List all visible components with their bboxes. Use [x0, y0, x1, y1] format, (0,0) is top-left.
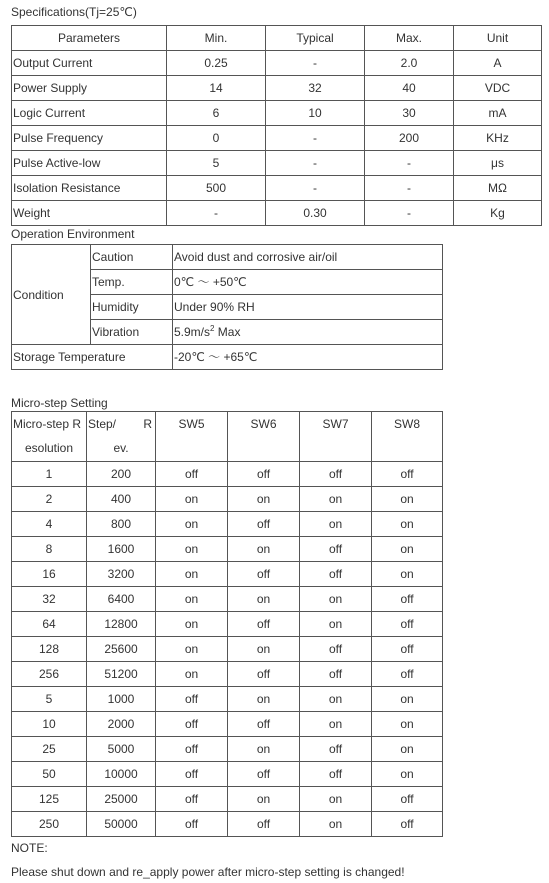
- resolution-header-line1: Micro-step R: [13, 417, 82, 431]
- sw7-value: on: [300, 487, 372, 512]
- micro-step-row: [12, 737, 443, 762]
- resolution-value: 128: [12, 637, 87, 662]
- min-value: 14: [167, 76, 266, 101]
- sw5-value: on: [156, 487, 228, 512]
- steps-header: [87, 412, 156, 462]
- param-name: Pulse Active-low: [12, 151, 167, 176]
- min-value: 5: [167, 151, 266, 176]
- sw6-value: on: [228, 787, 300, 812]
- steps-per-rev-value: 2000: [87, 712, 156, 737]
- micro-step-row: [12, 637, 443, 662]
- resolution-value: 50: [12, 762, 87, 787]
- steps-per-rev-value: 25000: [87, 787, 156, 812]
- steps-header-line2: ev.: [113, 441, 129, 455]
- micro-header-row: [12, 412, 443, 462]
- steps-per-rev-value: 1000: [87, 687, 156, 712]
- operation-environment-table: [11, 244, 443, 370]
- max-value: -: [365, 151, 454, 176]
- sw8-value: on: [372, 737, 443, 762]
- unit-header: Unit: [454, 26, 542, 51]
- env-row: [12, 245, 443, 270]
- sw5-header: SW5: [156, 412, 228, 462]
- sw7-value: off: [300, 537, 372, 562]
- sw5-value: on: [156, 537, 228, 562]
- sw6-value: off: [228, 662, 300, 687]
- steps-per-rev-value: 6400: [87, 587, 156, 612]
- sw5-value: on: [156, 662, 228, 687]
- sw5-value: off: [156, 812, 228, 837]
- micro-step-row: [12, 687, 443, 712]
- sw8-value: off: [372, 787, 443, 812]
- operation-environment-title: Operation Environment: [11, 227, 135, 241]
- sw7-value: off: [300, 637, 372, 662]
- sw8-value: on: [372, 687, 443, 712]
- param-name: Logic Current: [12, 101, 167, 126]
- sw5-value: on: [156, 512, 228, 537]
- resolution-value: 256: [12, 662, 87, 687]
- sw7-value: on: [300, 712, 372, 737]
- typical-header: Typical: [266, 26, 365, 51]
- min-value: 6: [167, 101, 266, 126]
- spec-row: [12, 76, 542, 101]
- resolution-value: 2: [12, 487, 87, 512]
- micro-step-row: [12, 812, 443, 837]
- unit-value: mA: [454, 101, 542, 126]
- micro-step-row: [12, 787, 443, 812]
- typical-value: 0.30: [266, 201, 365, 226]
- param-name: Isolation Resistance: [12, 176, 167, 201]
- spec-row: [12, 176, 542, 201]
- steps-per-rev-value: 12800: [87, 612, 156, 637]
- unit-value: VDC: [454, 76, 542, 101]
- sw8-value: off: [372, 812, 443, 837]
- steps-per-rev-value: 50000: [87, 812, 156, 837]
- sw8-value: off: [372, 462, 443, 487]
- sw8-value: on: [372, 712, 443, 737]
- steps-per-rev-value: 400: [87, 487, 156, 512]
- env-value: [173, 320, 443, 345]
- env-value: Avoid dust and corrosive air/oil: [173, 245, 443, 270]
- typical-value: -: [266, 51, 365, 76]
- sw7-value: on: [300, 587, 372, 612]
- sw7-value: on: [300, 687, 372, 712]
- sw7-value: off: [300, 562, 372, 587]
- sw5-value: on: [156, 562, 228, 587]
- micro-step-row: [12, 537, 443, 562]
- unit-value: Kg: [454, 201, 542, 226]
- env-item: Humidity: [91, 295, 173, 320]
- sw5-value: off: [156, 787, 228, 812]
- env-value: 0℃ ～ +50℃: [173, 270, 443, 295]
- spec-row: [12, 151, 542, 176]
- steps-per-rev-value: 200: [87, 462, 156, 487]
- sw6-header: SW6: [228, 412, 300, 462]
- unit-value: MΩ: [454, 176, 542, 201]
- vibration-suffix: Max: [214, 325, 241, 339]
- spec-header-row: [12, 26, 542, 51]
- micro-step-title: Micro-step Setting: [11, 396, 108, 410]
- sw7-value: on: [300, 612, 372, 637]
- sw8-value: off: [372, 587, 443, 612]
- vibration-value: 5.9m/s: [174, 325, 211, 339]
- condition-label: Condition: [12, 245, 91, 345]
- env-value: Under 90% RH: [173, 295, 443, 320]
- sw8-value: off: [372, 637, 443, 662]
- unit-value: A: [454, 51, 542, 76]
- sw6-value: off: [228, 812, 300, 837]
- specifications-title: Specifications(Tj=25℃): [11, 5, 137, 19]
- sw6-value: off: [228, 762, 300, 787]
- resolution-value: 25: [12, 737, 87, 762]
- sw7-value: on: [300, 512, 372, 537]
- sw6-value: off: [228, 712, 300, 737]
- steps-per-rev-value: 5000: [87, 737, 156, 762]
- steps-per-rev-value: 800: [87, 512, 156, 537]
- typical-value: 32: [266, 76, 365, 101]
- sw6-value: on: [228, 587, 300, 612]
- min-header: Min.: [167, 26, 266, 51]
- typical-value: -: [266, 126, 365, 151]
- sw5-value: on: [156, 612, 228, 637]
- env-item: Temp.: [91, 270, 173, 295]
- min-value: 500: [167, 176, 266, 201]
- sw8-value: off: [372, 612, 443, 637]
- env-item: Vibration: [91, 320, 173, 345]
- steps-per-rev-value: 51200: [87, 662, 156, 687]
- sw5-value: off: [156, 762, 228, 787]
- sw5-value: on: [156, 587, 228, 612]
- spec-row: [12, 126, 542, 151]
- sw8-header: SW8: [372, 412, 443, 462]
- resolution-value: 32: [12, 587, 87, 612]
- spec-row: [12, 201, 542, 226]
- steps-header-line1b: R: [143, 417, 152, 431]
- resolution-value: 5: [12, 687, 87, 712]
- sw7-value: off: [300, 762, 372, 787]
- sw6-value: off: [228, 512, 300, 537]
- micro-step-row: [12, 512, 443, 537]
- parameters-header: Parameters: [12, 26, 167, 51]
- unit-value: KHz: [454, 126, 542, 151]
- min-value: -: [167, 201, 266, 226]
- sw5-value: on: [156, 637, 228, 662]
- sw6-value: on: [228, 487, 300, 512]
- typical-value: -: [266, 176, 365, 201]
- sw7-value: on: [300, 787, 372, 812]
- resolution-header-line2: esolution: [24, 441, 74, 455]
- vibration-exponent: 2: [210, 324, 215, 333]
- sw5-value: off: [156, 712, 228, 737]
- micro-step-row: [12, 487, 443, 512]
- sw8-value: on: [372, 562, 443, 587]
- sw8-value: on: [372, 512, 443, 537]
- env-row: [12, 345, 443, 370]
- max-value: 2.0: [365, 51, 454, 76]
- steps-per-rev-value: 1600: [87, 537, 156, 562]
- typical-value: -: [266, 151, 365, 176]
- micro-step-row: [12, 662, 443, 687]
- param-name: Pulse Frequency: [12, 126, 167, 151]
- sw6-value: off: [228, 462, 300, 487]
- micro-step-row: [12, 612, 443, 637]
- sw7-value: off: [300, 462, 372, 487]
- spec-row: [12, 51, 542, 76]
- sw8-value: off: [372, 662, 443, 687]
- micro-step-row: [12, 462, 443, 487]
- param-name: Output Current: [12, 51, 167, 76]
- resolution-value: 16: [12, 562, 87, 587]
- steps-per-rev-value: 3200: [87, 562, 156, 587]
- param-name: Power Supply: [12, 76, 167, 101]
- param-name: Weight: [12, 201, 167, 226]
- sw6-value: on: [228, 637, 300, 662]
- spec-row: [12, 101, 542, 126]
- steps-per-rev-value: 25600: [87, 637, 156, 662]
- sw7-value: on: [300, 812, 372, 837]
- resolution-value: 125: [12, 787, 87, 812]
- resolution-value: 250: [12, 812, 87, 837]
- sw7-value: off: [300, 662, 372, 687]
- micro-step-table: [11, 411, 443, 837]
- resolution-value: 64: [12, 612, 87, 637]
- max-value: -: [365, 201, 454, 226]
- resolution-value: 1: [12, 462, 87, 487]
- micro-step-row: [12, 562, 443, 587]
- sw8-value: on: [372, 487, 443, 512]
- sw5-value: off: [156, 687, 228, 712]
- sw6-value: off: [228, 562, 300, 587]
- micro-step-row: [12, 762, 443, 787]
- steps-header-line1a: Step/: [88, 417, 117, 431]
- resolution-value: 10: [12, 712, 87, 737]
- sw6-value: on: [228, 537, 300, 562]
- sw6-value: on: [228, 737, 300, 762]
- sw5-value: off: [156, 462, 228, 487]
- sw8-value: on: [372, 762, 443, 787]
- max-value: -: [365, 176, 454, 201]
- sw8-value: on: [372, 537, 443, 562]
- resolution-value: 8: [12, 537, 87, 562]
- storage-temperature-label: Storage Temperature: [12, 345, 173, 370]
- sw7-value: off: [300, 737, 372, 762]
- min-value: 0: [167, 126, 266, 151]
- env-item: Caution: [91, 245, 173, 270]
- micro-step-row: [12, 712, 443, 737]
- sw5-value: off: [156, 737, 228, 762]
- sw6-value: off: [228, 612, 300, 637]
- unit-value: μs: [454, 151, 542, 176]
- max-value: 30: [365, 101, 454, 126]
- resolution-value: 4: [12, 512, 87, 537]
- max-value: 200: [365, 126, 454, 151]
- storage-temperature-value: -20℃ ～ +65℃: [173, 345, 443, 370]
- sw7-header: SW7: [300, 412, 372, 462]
- max-header: Max.: [365, 26, 454, 51]
- steps-per-rev-value: 10000: [87, 762, 156, 787]
- max-value: 40: [365, 76, 454, 101]
- note-text: Please shut down and re_apply power after micro-step setting is changed!: [11, 865, 405, 879]
- note-label: NOTE:: [11, 841, 48, 855]
- typical-value: 10: [266, 101, 365, 126]
- min-value: 0.25: [167, 51, 266, 76]
- specifications-table: [11, 25, 542, 226]
- micro-step-row: [12, 587, 443, 612]
- resolution-header: [12, 412, 87, 462]
- sw6-value: on: [228, 687, 300, 712]
